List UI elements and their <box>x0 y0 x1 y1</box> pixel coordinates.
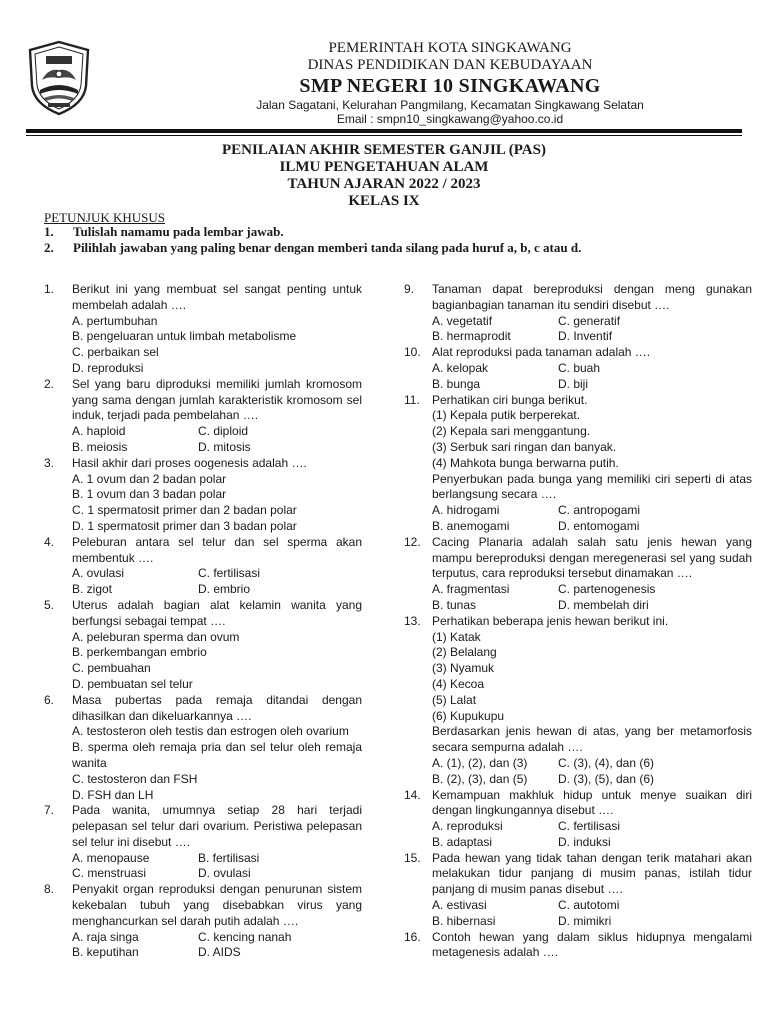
option-d: D. ovulasi <box>198 866 251 881</box>
option-b: B. meiosis <box>72 439 128 454</box>
option-a: A. menopause <box>72 850 150 865</box>
option-b: B. hibernasi <box>432 913 496 928</box>
option-c: C. testosteron dan FSH <box>72 771 198 786</box>
option-a: A. estivasi <box>432 898 487 913</box>
list-item: (4) Kecoa <box>432 676 485 691</box>
option-d: D. FSH dan LH <box>72 787 154 802</box>
question-2: 2. Sel yang baru diproduksi memiliki jumlah kromosom yang sama dengan jumlah karakteristik kromosom sel induk, terjadi pada pembelahan …. A. haploid C. diploid B. meiosis D. mitosis <box>44 376 362 454</box>
question-13: 13. Perhatikan beberapa jenis hewan berikut ini. (1) Katak (2) Belalang (3) Nyamuk (4) Kecoa (5) Lalat (6) Kupukupu Berdasarkan jenis hewan di atas, yang ber metamorfosis secara sempurna adalah …. A. (1), (2), dan (3) C. (3), (4), dan (6) B. (2), (3), dan (5) D. (3), (5), dan (6) <box>404 613 752 786</box>
question-11: 11. Perhatikan ciri bunga berikut. (1) Kepala putik berperekat. (2) Kepala sari menggantung. (3) Serbuk sari ringan dan banyak. (4) Mahkota bunga berwarna putih. Penyerbukan pada bunga yang memiliki ciri seperti di atas berlangsung secara …. A. hidrogami C. antropogami B. anemogami D. entomogami <box>404 392 752 533</box>
option-d: D. mimikri <box>558 913 612 928</box>
option-b: B. (2), (3), dan (5) <box>432 771 528 786</box>
instructions-title: PETUNJUK KHUSUS <box>44 210 165 225</box>
option-c: C. fertilisasi <box>558 819 621 834</box>
option-a: A. raja singa <box>72 929 139 944</box>
option-b: B. fertilisasi <box>198 850 260 865</box>
option-a: A. peleburan sperma dan ovum <box>72 629 240 644</box>
header-divider-thin <box>26 135 742 136</box>
option-a: A. fragmentasi <box>432 582 510 597</box>
option-c: C. generatif <box>558 313 621 328</box>
instruction-item: 2. Pilihlah jawaban yang paling benar dengan memberi tanda silang pada huruf a, b, c atau d. <box>44 240 582 255</box>
header-address: Jalan Sagatani, Kelurahan Pangmilang, Kecamatan Singkawang Selatan <box>256 98 644 112</box>
list-item: (4) Mahkota bunga berwarna putih. <box>432 455 619 470</box>
option-a: A. 1 ovum dan 2 badan polar <box>72 471 227 486</box>
question-stem: Berdasarkan jenis hewan di atas, yang ber metamorfosis secara sempurna adalah …. <box>432 724 752 755</box>
option-c: C. (3), (4), dan (6) <box>558 755 655 770</box>
option-a: A. ovulasi <box>72 566 125 581</box>
exam-subject: ILMU PENGETAHUAN ALAM <box>279 159 489 175</box>
exam-class: KELAS IX <box>348 193 420 209</box>
option-b: B. zigot <box>72 582 113 597</box>
option-d: D. AIDS <box>198 945 241 960</box>
option-d: D. reproduksi <box>72 360 144 375</box>
question-16: 16. Contoh hewan yang dalam siklus hidupnya mengalami metagenesis adalah …. <box>404 929 752 960</box>
option-c: C. perbaikan sel <box>72 345 159 360</box>
question-15: 15. Pada hewan yang tidak tahan dengan terik matahari akan melakukan tidur panjang di musim panas, istilah tidur panjang di musim panas disebut …. A. estivasi C. autotomi B. hibernasi D. mimikri <box>404 850 752 928</box>
option-c: C. menstruasi <box>72 866 147 881</box>
instruction-item: 1. Tulislah namamu pada lembar jawab. <box>44 224 284 239</box>
exam-year: TAHUN AJARAN 2022 / 2023 <box>287 176 481 192</box>
option-b: B. perkembangan embrio <box>72 645 207 660</box>
option-a: A. kelopak <box>432 360 489 375</box>
option-c: C. diploid <box>198 424 249 439</box>
singkawang-city-emblem-icon <box>26 40 92 116</box>
list-item: (3) Nyamuk <box>432 661 495 676</box>
option-b: B. hermaprodit <box>432 329 511 344</box>
option-b: B. bunga <box>432 376 481 391</box>
question-8: 8. Penyakit organ reproduksi dengan penurunan sistem kekebalan tubuh yang disebabkan virus yang menghancurkan sel darah putih adalah …. A. raja singa C. kencing nanah B. keputihan D. AIDS <box>44 882 362 960</box>
option-d: D. induksi <box>558 834 611 849</box>
list-item: (5) Lalat <box>432 692 477 707</box>
option-c: C. partenogenesis <box>558 582 656 597</box>
question-14: 14. Kemampuan makhluk hidup untuk menye suaikan diri dengan lingkungannya disebut …. A. reproduksi C. fertilisasi B. adaptasi D. induksi <box>404 787 752 849</box>
option-b: B. sperma oleh remaja pria dan sel telur oleh remaja wanita <box>72 740 362 770</box>
header-department: DINAS PENDIDIKAN DAN KEBUDAYAAN <box>307 57 593 73</box>
option-d: D. (3), (5), dan (6) <box>558 771 655 786</box>
question-stem: Penyerbukan pada bunga yang memiliki ciri seperti di atas berlangsung secara …. <box>432 471 752 502</box>
option-a: A. (1), (2), dan (3) <box>432 755 528 770</box>
option-a: A. haploid <box>72 424 126 439</box>
option-b: B. anemogami <box>432 518 510 533</box>
option-a: A. hidrogami <box>432 503 500 518</box>
option-d: D. mitosis <box>198 439 251 454</box>
list-item: (3) Serbuk sari ringan dan banyak. <box>432 439 617 454</box>
option-b: B. adaptasi <box>432 834 493 849</box>
option-a: A. testosteron oleh testis dan estrogen oleh ovarium <box>72 724 349 739</box>
option-b: B. keputihan <box>72 945 139 960</box>
option-c: C. antropogami <box>558 503 641 518</box>
option-b: B. 1 ovum dan 3 badan polar <box>72 487 227 502</box>
option-c: C. buah <box>558 360 601 375</box>
question-7: 7. Pada wanita, umumnya setiap 28 hari terjadi pelepasan sel telur dari ovarium. Peristiwa pelepasan sel telur ini disebut …. A. menopause B. fertilisasi C. menstruasi D. ovulasi <box>44 803 362 881</box>
option-a: A. vegetatif <box>432 313 493 328</box>
list-item: (2) Kepala sari menggantung. <box>432 424 591 439</box>
questions-left-column <box>44 282 362 961</box>
option-a: A. reproduksi <box>432 819 503 834</box>
question-1: 1. Berikut ini yang membuat sel sangat penting untuk membelah adalah …. A. pertumbuhan B. pengeluaran untuk limbah metabolisme C. perbaikan sel D. reproduksi <box>44 282 362 375</box>
list-item: (1) Kepala putik berperekat. <box>432 408 581 423</box>
option-c: C. autotomi <box>558 898 620 913</box>
questions-right-column <box>404 282 752 961</box>
option-d: D. 1 spermatosit primer dan 3 badan polar <box>72 518 297 533</box>
exam-title: PENILAIAN AKHIR SEMESTER GANJIL (PAS) <box>222 142 546 158</box>
option-a: A. pertumbuhan <box>72 313 158 328</box>
question-6: 6. Masa pubertas pada remaja ditandai dengan dihasilkan dan dikeluarkannya …. A. testosteron oleh testis dan estrogen oleh ovarium B. sperma oleh remaja pria dan sel telur oleh remaja wanita C. testosteron dan FSH D. FSH dan LH <box>44 692 362 802</box>
option-c: C. pembuahan <box>72 661 151 676</box>
header-divider-thick <box>26 129 742 133</box>
question-12: 12. Cacing Planaria adalah salah satu jenis hewan yang mampu bereproduksi dengan meregenerasi sel yang sudah terputus, cara reproduksi tersebut dinamakan …. A. fragmentasi C. partenogenesis B. tunas D. membelah diri <box>404 534 752 612</box>
list-item: (2) Belalang <box>432 645 497 660</box>
option-d: D. pembuatan sel telur <box>72 676 193 691</box>
option-d: D. entomogami <box>558 518 640 533</box>
question-5: 5. Uterus adalah bagian alat kelamin wanita yang berfungsi sebagai tempat …. A. peleburan sperma dan ovum B. perkembangan embrio C. pembuahan D. pembuatan sel telur <box>44 597 362 691</box>
option-b: B. tunas <box>432 597 477 612</box>
question-9: 9. Tanaman dapat bereproduksi dengan meng gunakan bagianbagian tanaman itu sendiri disebut …. A. vegetatif C. generatif B. hermaprodit D. Inventif <box>404 282 752 344</box>
option-c: C. fertilisasi <box>198 566 261 581</box>
option-d: D. biji <box>558 376 589 391</box>
option-c: C. 1 spermatosit primer dan 2 badan polar <box>72 503 297 518</box>
option-d: D. Inventif <box>558 329 613 344</box>
list-item: (1) Katak <box>432 629 481 644</box>
option-b: B. pengeluaran untuk limbah metabolisme <box>72 329 297 344</box>
question-4: 4. Peleburan antara sel telur dan sel sperma akan membentuk …. A. ovulasi C. fertilisasi B. zigot D. embrio <box>44 534 362 597</box>
option-c: C. kencing nanah <box>198 929 292 944</box>
option-d: D. membelah diri <box>558 597 649 612</box>
question-3: 3. Hasil akhir dari proses oogenesis adalah …. A. 1 ovum dan 2 badan polar B. 1 ovum dan 3 badan polar C. 1 spermatosit primer dan 2 badan polar D. 1 spermatosit primer dan 3 badan polar <box>44 456 362 535</box>
header-email: Email : smpn10_singkawang@yahoo.co.id <box>336 112 564 126</box>
header-government: PEMERINTAH KOTA SINGKAWANG <box>328 40 572 56</box>
question-10: 10. Alat reproduksi pada tanaman adalah …. A. kelopak C. buah B. bunga D. biji <box>404 345 752 392</box>
list-item: (6) Kupukupu <box>432 708 505 723</box>
option-d: D. embrio <box>198 582 251 597</box>
header-school-name: SMP NEGERI 10 SINGKAWANG <box>299 75 601 97</box>
